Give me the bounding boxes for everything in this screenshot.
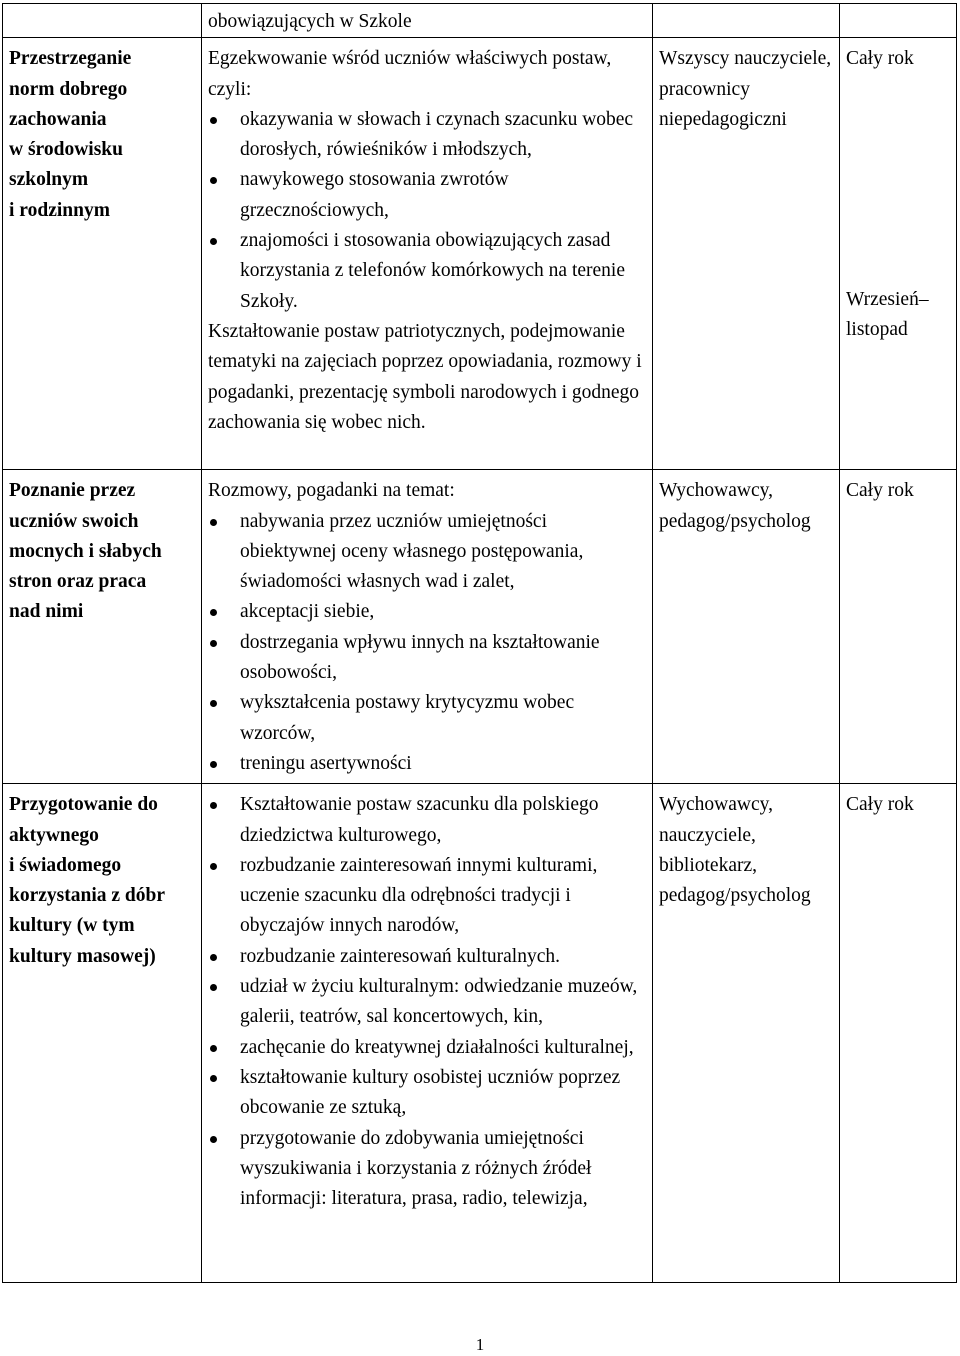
activities-cell [202,784,653,1283]
term-cell [840,38,957,470]
activities-intro: Egzekwowanie wśród uczniów właściwych postaw, czyli: [208,48,612,100]
term-text: Cały rok [846,794,914,816]
area-line: norm dobrego [9,78,128,100]
list-item: okazywania w słowach i czynach szacunku wobec dorosłych, rówieśników i młodszych, [208,105,646,166]
activities-outro: Kształtowanie postaw patriotycznych, podejmowanie tematyki na zajęciach poprzez opowiadania, rozmowy i pogadanki, prezentację symboli narodowych i godnego zachowania się wobec nich. [208,320,642,433]
term-text: Cały rok [846,48,914,70]
activities-cell [202,38,653,470]
list-item: rozbudzanie zainteresowań innymi kulturami, uczenie szacunku dla odrębności tradycji i obyczajów innych narodów, [208,851,646,942]
term-text: Wrzesień– listopad [846,288,929,340]
responsible-text: Wychowawcy, pedagog/psycholog [659,480,811,532]
area-line: aktywnego [9,824,99,846]
area-line: nad nimi [9,601,84,623]
list-item: nawykowego stosowania zwrotów grzecznościowych, [208,165,646,226]
activities-list [208,790,646,1214]
area-line: szkolnym [9,169,89,191]
list-item: akceptacji siebie, [208,597,646,627]
list-item: rozbudzanie zainteresowań kulturalnych. [208,942,646,972]
activities-text: obowiązujących w Szkole [208,11,412,32]
area-cell [3,784,202,1283]
activities-cell [202,4,653,38]
area-line: Poznanie przez [9,480,136,502]
responsible-cell [653,4,840,38]
responsible-text: Wychowawcy, nauczyciele, bibliotekarz, pedagog/psycholog [659,794,811,907]
term-text: Cały rok [846,480,914,502]
responsible-text: Wszyscy nauczyciele, pracownicy niepedagogiczni [659,48,832,130]
responsible-cell [653,784,840,1283]
area-line: kultury (w tym [9,915,135,937]
area-line: stron oraz praca [9,571,147,593]
area-line: uczniów swoich [9,510,139,532]
activities-intro: Rozmowy, pogadanki na temat: [208,480,455,502]
area-line: Przestrzeganie [9,48,132,70]
area-line: i świadomego [9,854,122,876]
list-item: przygotowanie do zdobywania umiejętności wyszukiwania i korzystania z różnych źródeł informacji: literatura, prasa, radio, telewizja, [208,1124,646,1215]
table-row [3,784,957,1283]
list-item: treningu asertywności [208,749,646,779]
list-item: dostrzegania wpływu innych na kształtowanie osobowości, [208,628,646,689]
list-item: wykształcenia postawy krytycyzmu wobec wzorców, [208,688,646,749]
list-item: kształtowanie kultury osobistej uczniów poprzez obcowanie ze sztuką, [208,1063,646,1124]
term-cell [840,784,957,1283]
activities-list [208,507,646,780]
area-cell [3,38,202,470]
responsible-cell [653,38,840,470]
list-item: Kształtowanie postaw szacunku dla polskiego dziedzictwa kulturowego, [208,790,646,851]
area-line: i rodzinnym [9,199,110,221]
area-cell [3,470,202,784]
area-line: w środowisku [9,139,123,161]
term-cell [840,4,957,38]
responsible-cell [653,470,840,784]
area-line: kultury masowej) [9,945,156,967]
area-line: zachowania [9,108,107,130]
activities-cell [202,470,653,784]
area-line: korzystania z dóbr [9,885,165,907]
activities-list [208,105,646,317]
table-row [3,4,957,38]
list-item: znajomości i stosowania obowiązujących zasad korzystania z telefonów komórkowych na terenie Szkoły. [208,226,646,317]
education-plan-table [2,3,957,1283]
list-item: udział w życiu kulturalnym: odwiedzanie muzeów, galerii, teatrów, sal koncertowych, kin, [208,972,646,1033]
list-item: nabywania przez uczniów umiejętności obiektywnej oceny własnego postępowania, świadomości własnych wad i zalet, [208,507,646,598]
spacer [846,75,950,285]
table-row [3,38,957,470]
area-cell [3,4,202,38]
area-line: Przygotowanie do [9,794,158,816]
list-item: zachęcanie do kreatywnej działalności kulturalnej, [208,1033,646,1063]
area-line: mocnych i słabych [9,540,162,562]
term-cell [840,470,957,784]
table-row [3,470,957,784]
page-number: 1 [475,1335,485,1354]
